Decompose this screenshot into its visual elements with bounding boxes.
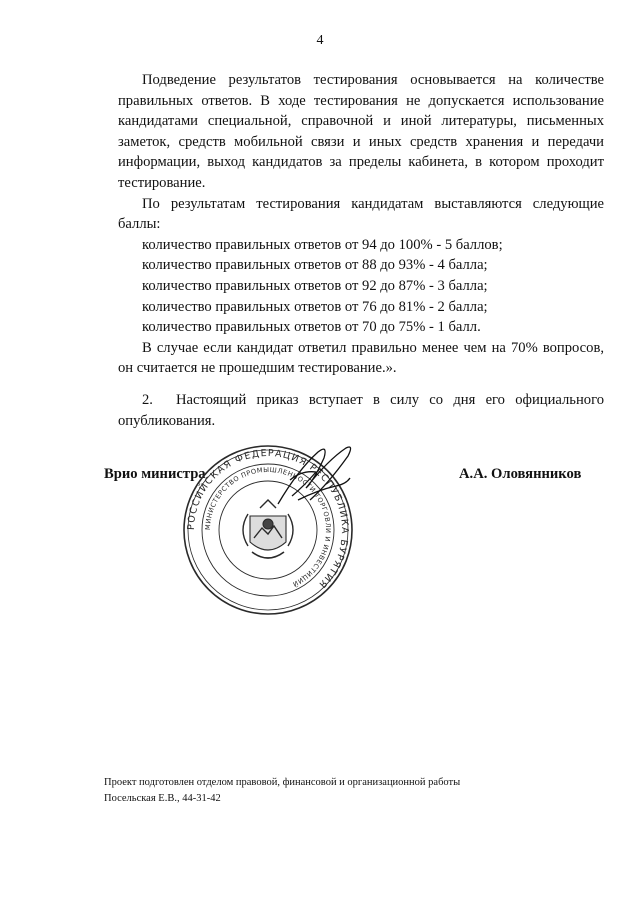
page-number: 4 (316, 33, 324, 48)
seal-outer-text: РОССИЙСКАЯ ФЕДЕРАЦИЯ РЕСПУБЛИКА БУРЯТИЯ (185, 447, 351, 591)
clause-text: Настоящий приказ вступает в силу со дня его официального опубликования. (118, 392, 604, 429)
paragraph-fail-condition: В случае если кандидат ответил правильно менее чем на 70% вопросов, он считается не прошедшим тестирование.». (118, 339, 604, 377)
seal-inner-text: МИНИСТЕРСТВО ПРОМЫШЛЕННОСТИ ТОРГОВЛИ И ИНВЕСТИЦИЙ (203, 465, 333, 589)
document-body (118, 70, 604, 379)
paragraph-testing-rules: Подведение результатов тестирования основывается на количестве правильных ответов. В ходе тестирования не допускается использование кандидатами специальной, справочной и иной литературы, письменных заметок, средств мобильной связи и иных средств хранения и передачи информации, выход кандидатов за пределы кабинета, в котором проходит тестирование. (118, 72, 604, 191)
official-seal (178, 440, 358, 620)
score-item: количество правильных ответов от 92 до 87% - 3 балла; (142, 277, 488, 294)
paragraph-scores-intro: По результатам тестирования кандидатам выставляются следующие баллы: (118, 195, 604, 233)
coat-of-arms-icon (243, 500, 293, 558)
signatory-title: Врио министра (104, 466, 206, 482)
clause-number: 2. (142, 392, 153, 408)
footer-contact: Посельская Е.В., 44-31-42 (104, 793, 221, 804)
clause-2 (118, 390, 604, 431)
score-item: количество правильных ответов от 88 до 93% - 4 балла; (142, 257, 488, 274)
score-item: количество правильных ответов от 70 до 75% - 1 балл. (142, 319, 481, 336)
footer-prepared-by: Проект подготовлен отделом правовой, финансовой и организационной работы (104, 777, 461, 788)
signatory-name: А.А. Оловянников (459, 466, 582, 482)
footer (104, 775, 460, 807)
scores-list (118, 235, 604, 338)
score-item: количество правильных ответов от 76 до 81% - 2 балла; (142, 298, 488, 315)
score-item: количество правильных ответов от 94 до 100% - 5 баллов; (142, 236, 503, 253)
